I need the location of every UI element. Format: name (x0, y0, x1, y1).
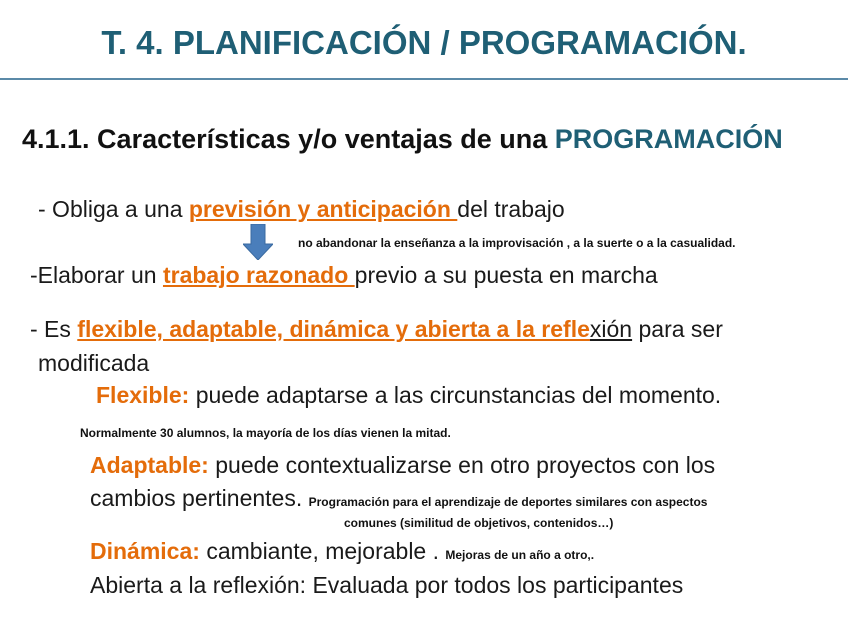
point-flexible-highlight: flexible, adaptable, dinámica y abierta a la refle (77, 316, 590, 342)
note-similitud: comunes (similitud de objetivos, contenidos…) (344, 516, 614, 530)
note-mejoras: Mejoras de un año a otro,. (445, 548, 595, 562)
point-flexible-suffix: para ser (632, 316, 723, 342)
adaptable-label: Adaptable: (90, 452, 209, 478)
point-flexible (30, 316, 723, 343)
dinamica-definition (90, 538, 594, 565)
point-prevision-prefix: - Obliga a una (38, 196, 189, 222)
point-trabajo-suffix: previo a su puesta en marcha (354, 262, 658, 288)
note-deportes: Programación para el aprendizaje de deportes similares con aspectos (308, 495, 708, 509)
adaptable-line2 (90, 485, 707, 512)
point-prevision (38, 196, 565, 223)
point-flexible-line2: modificada (38, 350, 150, 376)
abierta-definition: Abierta a la reflexión: Evaluada por todos los participantes (90, 572, 684, 598)
note-alumnos: Normalmente 30 alumnos, la mayoría de los días vienen la mitad. (80, 426, 451, 440)
adaptable-line2-text: cambios pertinentes. (90, 485, 309, 511)
down-arrow-icon (243, 224, 273, 260)
point-trabajo-prefix: -Elaborar un (30, 262, 163, 288)
heading-accent: PROGRAMACIÓN (554, 124, 783, 154)
adaptable-text: puede contextualizarse en otro proyectos con los (208, 452, 716, 478)
flexible-label: Flexible: (96, 382, 190, 408)
note-improvisacion: no abandonar la enseñanza a la improvisación , a la suerte o a la casualidad. (298, 236, 736, 250)
dinamica-label: Dinámica: (90, 538, 200, 564)
point-trabajo-razonado (30, 262, 658, 289)
page-title: T. 4. PLANIFICACIÓN / PROGRAMACIÓN. (101, 24, 747, 61)
adaptable-definition (90, 452, 715, 479)
section-heading (22, 124, 783, 155)
flexible-text: puede adaptarse a las circunstancias del momento. (189, 382, 722, 408)
heading-prefix: 4.1.1. Características y/o ventajas de una (22, 124, 555, 154)
point-flexible-prefix: - Es (30, 316, 78, 342)
dinamica-text: cambiante, mejorable . (199, 538, 446, 564)
point-flexible-underlined: xión (589, 316, 633, 342)
point-prevision-highlight: previsión y anticipación (188, 196, 458, 222)
flexible-definition (96, 382, 721, 409)
point-trabajo-highlight: trabajo razonado (162, 262, 355, 288)
point-prevision-suffix: del trabajo (457, 196, 565, 222)
title-divider (0, 78, 848, 80)
